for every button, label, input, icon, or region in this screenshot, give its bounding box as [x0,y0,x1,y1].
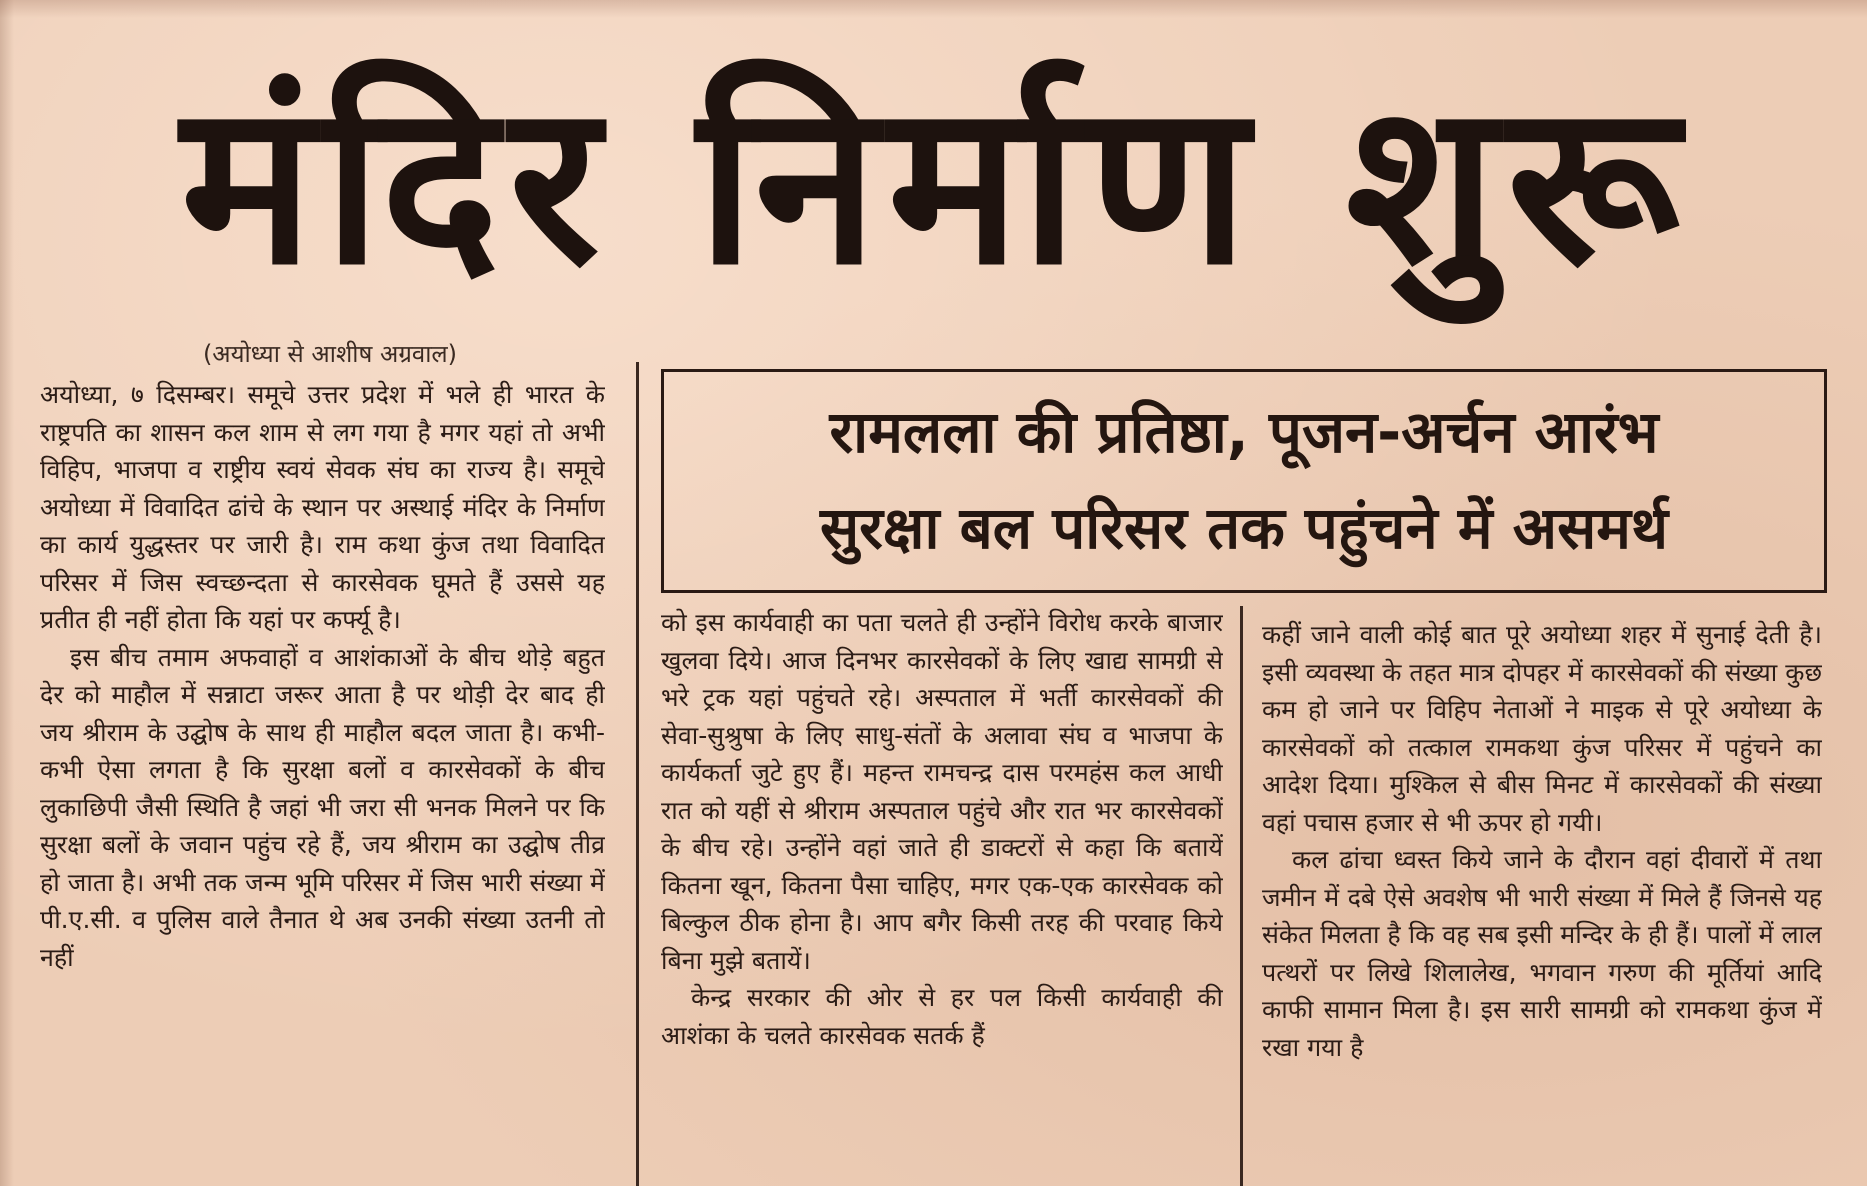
subheadline-2: सुरक्षा बल परिसर तक पहुंचने में असमर्थ [819,494,1669,562]
article-column-1 [40,376,605,1186]
paragraph: अयोध्या, ७ दिसम्बर। समूचे उत्तर प्रदेश में भले ही भारत के राष्ट्रपति का शासन कल शाम से लग गया है मगर यहां तो अभी विहिप, भाजपा व राष्ट्रीय स्वयं सेवक संघ का राज्य है। समूचे अयोध्या में विवादित ढांचे के स्थान पर अस्थाई मंदिर के निर्माण का कार्य युद्धस्तर पर जारी है। राम कथा कुंज तथा विवादित परिसर में जिस स्वच्छन्दता से कारसेवक घूमते हैं उससे यह प्रतीत ही नहीं होता कि यहां पर कर्फ्यू है। [40,380,605,634]
paragraph: इस बीच तमाम अफवाहों व आशंकाओं के बीच थोड़े बहुत देर को माहौल में सन्नाटा जरूर आता है पर थोड़ी देर बाद ही जय श्रीराम के उद्घोष के साथ ही माहौल बदल जाता है। कभी-कभी ऐसा लगता है कि सुरक्षा बलों व कारसेवकों के बीच लुकाछिपी जैसी स्थिति है जहां भी जरा सी भनक मिलने पर कि सुरक्षा बलों के जवान पहुंच रहे हैं, जय श्रीराम का उद्घोष तीव्र हो जाता है। अभी तक जन्म भूमि परिसर में जिस भारी संख्या में पी.ए.सी. व पुलिस वाले तैनात थे अब उनकी संख्या उतनी तो नहीं [40,642,605,972]
page-edge-top [0,0,1867,18]
column-divider [636,362,639,1186]
paragraph: कहीं जाने वाली कोई बात पूरे अयोध्या शहर में सुनाई देती है। इसी व्यवस्था के तहत मात्र दोपहर में कारसेवकों की संख्या कुछ कम हो जाने पर विहिप नेताओं ने माइक से पूरे अयोध्या के कारसेवकों को तत्काल रामकथा कुंज परिसर में पहुंचने का आदेश दिया। मुश्किल से बीस मिनट में कारसेवकों की संख्या वहां पचास हजार से भी ऊपर हो गयी। [1262,620,1822,837]
article-column-3 [1262,616,1822,1186]
paragraph: केन्द्र सरकार की ओर से हर पल किसी कार्यवाही की आशंका के चलते कारसेवक सतर्क हैं [661,983,1223,1050]
headline: मंदिर निर्माण शुरू [180,56,1690,314]
page-edge-left [0,0,14,1186]
paragraph: कल ढांचा ध्वस्त किये जाने के दौरान वहां दीवारों में तथा जमीन में दबे ऐसे अवशेष भी भारी संख्या में मिले हैं जिनसे यह संकेत मिलता है कि वह सब इसी मन्दिर के ही हैं। पालों में लाल पत्थरों पर लिखे शिलालेख, भगवान गरुण की मूर्तियां आदि काफी सामान मिला है। इस सारी सामग्री को रामकथा कुंज में रखा गया है [1262,845,1822,1062]
byline: (अयोध्या से आशीष अग्रवाल) [202,340,458,368]
subheadline-1: रामलला की प्रतिष्ठा, पूजन-अर्चन आरंभ [829,398,1659,466]
subheadline-box [661,369,1827,593]
paragraph: को इस कार्यवाही का पता चलते ही उन्होंने विरोध करके बाजार खुलवा दिये। आज दिनभर कारसेवकों के लिए खाद्य सामग्री से भरे ट्रक यहां पहुंचते रहे। अस्पताल में भर्ती कारसेवकों की सेवा-सुश्रुषा के लिए साधु-संतों के अलावा संघ व भाजपा के कार्यकर्ता जुटे हुए हैं। महन्त रामचन्द्र दास परमहंस कल आधी रात को यहीं से श्रीराम अस्पताल पहुंचे और रात भर कारसेवकों के बीच रहे। उन्होंने वहां जाते ही डाक्टरों से कहा कि बतायें कितना खून, कितना पैसा चाहिए, मगर एक-एक कारसेवक को बिल्कुल ठीक होना है। आप बगैर किसी तरह की परवाह किये बिना मुझे बतायें। [661,608,1223,975]
article-column-2 [661,604,1223,1186]
column-divider [1240,606,1243,1186]
